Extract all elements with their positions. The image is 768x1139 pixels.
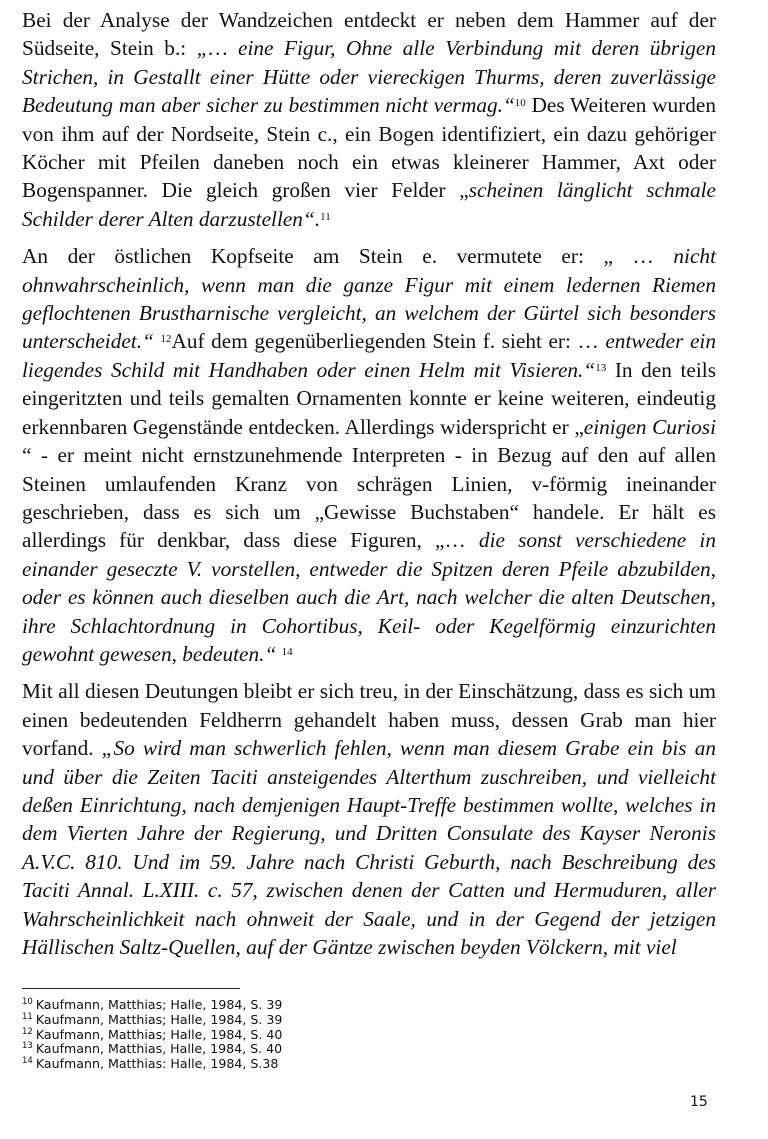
footnote-text: Kaufmann, Matthias; Halle, 1984, S. 39: [35, 997, 283, 1012]
footnotes: [22, 998, 622, 1072]
footnote-text: Kaufmann, Matthias, Halle, 1984, S. 40: [35, 1041, 283, 1057]
page-number: 15: [690, 1094, 708, 1110]
footnote-ref[interactable]: 13: [595, 361, 607, 374]
text: Mit all diesen Deutungen bleibt er sich treu, in der Einschätzung, dass es sich um einen bedeutenden Feldherrn gehandelt haben muss, dessen Grab man hier vorfand.: [22, 679, 716, 761]
quote: „… eine Figur, Ohne alle Verbindung mit deren übrigen Strichen, in Gestallt einer Hütte oder viereckigen Thurms, deren zuverlässige Bedeutung man aber sicher zu bestimmen nicht vermag.“: [22, 36, 716, 118]
text: Des Weiteren wurden von ihm auf der Nordseite, Stein c., ein Bogen identifiziert, ein dazu gehöriger Köcher mit Pfeilen daneben noch ein etwas kleinerer Hammer, Axt oder Bogenspanner. Die gleich großen vier Felder „: [22, 93, 717, 203]
footnote-ref[interactable]: 14: [281, 645, 293, 658]
footnote-number: 12: [22, 1026, 33, 1037]
quote: scheinen länglicht schmale Schilder derer Alten darzustellen: [22, 178, 716, 231]
footnote: [22, 1028, 622, 1043]
footnote: [22, 1013, 622, 1028]
paragraph-2: [22, 242, 716, 668]
quote-mark: “: [264, 641, 282, 666]
footnote-ref[interactable]: 10: [514, 97, 526, 110]
text: An der östlichen Kopfseite am Stein e. vermutete er: „ …: [22, 244, 674, 269]
footnote-separator: [22, 988, 240, 989]
footnote-text: Kaufmann, Matthias; Halle, 1984, S. 40: [35, 1026, 283, 1042]
text: In den teils eingeritzten und teils gemalten Ornamenten konnte er keine weiteren, eindeutig erkennbaren Gegenstände entdecken. Allerdings widerspricht er „: [22, 357, 716, 439]
footnote-number: 13: [22, 1041, 33, 1052]
footnote-ref[interactable]: 12: [160, 333, 172, 346]
footnote-ref[interactable]: 11: [320, 210, 331, 223]
paragraph-3: [22, 677, 716, 961]
quote: nicht ohnwahrscheinlich, wenn man die ganze Figur mit einem ledernen Riemen geflochtenen Brustharnische vergleicht, an welchem der Gürtel sich besonders unterscheidet.: [22, 244, 716, 354]
text: Auf dem gegenüberliegenden Stein f. sieht er: …: [171, 329, 606, 354]
footnote: [22, 1042, 622, 1057]
footnote: [22, 998, 622, 1013]
quote: die sonst verschiedene in einander geseczte V. vorstellen, entweder die Spitzen deren Pfeile abzubilden, oder es können auch dieselben auch die Art, nach welcher die alten Deutschen, ihre Schlachtordnung in Cohortibus, Keil- oder Kegelförmig einzurichten gewohnt gewesen, bedeuten.: [22, 528, 716, 666]
footnote: [22, 1057, 622, 1072]
footnote-number: 11: [22, 1011, 33, 1022]
quote-mark: “: [142, 329, 161, 354]
text: “ - er meint nicht ernstzunehmende Interpreten - in Bezug auf den auf allen Steinen umlaufenden Kranz von schrägen Linien, v-förmig ineinander geschrieben, dass es sich um „Gewisse Buchstaben“ handele. Er hält es allerdings für denkbar, dass diese Figuren, „…: [22, 443, 716, 553]
quote: einigen Curiosi: [583, 414, 716, 439]
footnote-number: 14: [22, 1056, 33, 1067]
quote: „So wird man schwerlich fehlen, wenn man diesem Grabe ein bis an und über die Zeiten Taciti ansteigendes Alterthum zuschreiben, und vielleicht deßen Einrichtung, nach demjenigen Haupt-Treffe bestimmen wollte, welches in dem Vierten Jahre der Regierung, und Dritten Consulate des Kayser Neronis A.V.C. 810. Und im 59. Jahre nach Christi Geburth, nach Beschreibung des Taciti Annal. L.XIII. c. 57, zwischen denen der Catten und Hermuduren, aller Wahrscheinlichkeit nach ohnweit der Saale, und in der Gegend der jetzigen Hällischen Saltz-Quellen, auf der Gäntze zwischen beyden Völckern, mit viel: [22, 736, 716, 959]
paragraph-1: [22, 6, 716, 233]
footnote-number: 10: [22, 996, 33, 1007]
page-body: [22, 6, 716, 961]
text: Bei der Analyse der Wandzeichen entdeckt er neben dem Hammer auf der Südseite, Stein b.:: [22, 8, 716, 61]
quote: entweder ein liegendes Schild mit Handhaben oder einen Helm mit Visieren.“: [22, 329, 716, 382]
footnote-text: Kaufmann, Matthias: Halle, 1984, S.38: [35, 1056, 279, 1072]
quote-mark: “.: [302, 206, 321, 231]
footnote-text: Kaufmann, Matthias; Halle, 1984, S. 39: [35, 1011, 283, 1027]
